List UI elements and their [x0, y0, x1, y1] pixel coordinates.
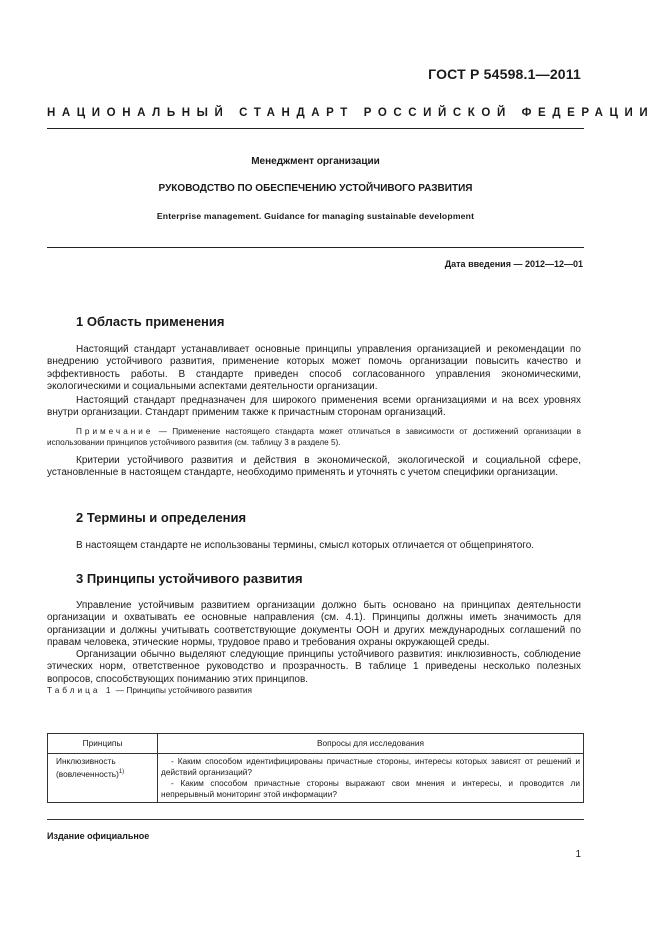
table-caption-lead: Таблица 1: [47, 685, 114, 695]
principles-table: [47, 733, 584, 803]
table-row: [48, 754, 584, 803]
section-3-heading: 3 Принципы устойчивого развития: [76, 571, 303, 586]
section-1-note: [47, 426, 581, 448]
section-1-p2-text: Настоящий стандарт предназначен для широкого применения всеми организациями и на всех уровнях внутри организации. Стандарт применим также к причастным сторонам организаций.: [47, 395, 581, 419]
question-2: [161, 778, 580, 800]
table-1-caption: [47, 685, 252, 695]
title-rule: [47, 247, 584, 248]
subject-heading: Менеджмент организации: [251, 156, 380, 167]
section-1-paragraph-1: [47, 344, 581, 394]
section-3-paragraph-2: [47, 649, 581, 686]
table-header-row: [48, 734, 584, 754]
section-2-paragraph-1: [47, 540, 581, 552]
col-principles-header: Принципы: [48, 734, 158, 754]
note-text: — Применение настоящего стандарта может отличаться в зависимости от достижений организации в использовании принципов устойчивого развития (см. таблицу 3 в разделе 5).: [47, 427, 581, 448]
principle-cell: [48, 754, 158, 803]
national-standard-banner: НАЦИОНАЛЬНЫЙ СТАНДАРТ РОССИЙСКОЙ ФЕДЕРАЦИИ: [47, 107, 655, 119]
section-1-heading: 1 Область применения: [76, 314, 225, 329]
document-title-en: Enterprise management. Guidance for managing sustainable development: [156, 211, 475, 221]
principle-name: Инклюзивность (вовлеченность): [56, 756, 119, 779]
section-1-paragraph-2: [47, 395, 581, 420]
section-1-p3-text: Критерии устойчивого развития и действия в экономической, экологической и социальной сфере, установленные в настоящем стандарте, необходимо применять и уточнять с учетом специфики организации.: [47, 455, 581, 479]
question-2-text: - Каким способом причастные стороны выражают свои мнения и интересы, и проводится ли непрерывный мониторинг этой информации?: [161, 778, 580, 799]
section-1-p1-text: Настоящий стандарт устанавливает основные принципы управления организацией и рекомендации по внедрению устойчивого развития, применение которых может помочь организации повысить качество и эффективность работы. В стандарте приведен способ согласованного управления экономическими, экологическими и социальными аспектами деятельности организации.: [47, 344, 581, 393]
top-rule: [47, 128, 584, 129]
section-2-heading: 2 Термины и определения: [76, 510, 247, 525]
section-3-p2-text: Организации обычно выделяют следующие принципы устойчивого развития: инклюзивность, соблюдение этических норм, ответственное руководство и прозрачность. В таблице 1 приведены несколько полезных вопросов, способствующих пониманию этих принципов.: [47, 649, 581, 685]
section-3-paragraph-1: [47, 600, 581, 650]
table-bottom-rule: [47, 819, 584, 820]
page-number: 1: [575, 849, 581, 860]
note-lead: Примечание: [76, 427, 154, 436]
footnote-marker: 1): [118, 769, 125, 775]
question-1: [161, 756, 580, 778]
table-caption-text: — Принципы устойчивого развития: [115, 685, 253, 695]
section-3-p1-text: Управление устойчивым развитием организации должно быть основано на принципах деятельности организации и охватывать ее основные направления (см. 4.1). Принципы должны иметь значимость для организации и должны учитывать соответствующие документы ООН и других международных соглашений по правам человека, этические нормы, трудовое право и требования охраны окружающей среды.: [47, 600, 581, 649]
document-title: РУКОВОДСТВО ПО ОБЕСПЕЧЕНИЮ УСТОЙЧИВОГО РАЗВИТИЯ: [158, 183, 473, 194]
question-1-text: - Каким способом идентифицированы причастные стороны, интересы которых зависят от решений и действий организаций?: [161, 756, 580, 777]
official-edition-label: Издание официальное: [47, 831, 150, 841]
col-questions-header: Вопросы для исследования: [158, 734, 584, 754]
intro-date: Дата введения — 2012—12—01: [444, 259, 583, 269]
section-2-p1-text: В настоящем стандарте не использованы термины, смысл которых отличается от общепринятого.: [76, 540, 535, 551]
section-1-paragraph-3: [47, 455, 581, 480]
questions-cell: [158, 754, 584, 803]
gost-code: ГОСТ Р 54598.1—2011: [428, 66, 581, 82]
